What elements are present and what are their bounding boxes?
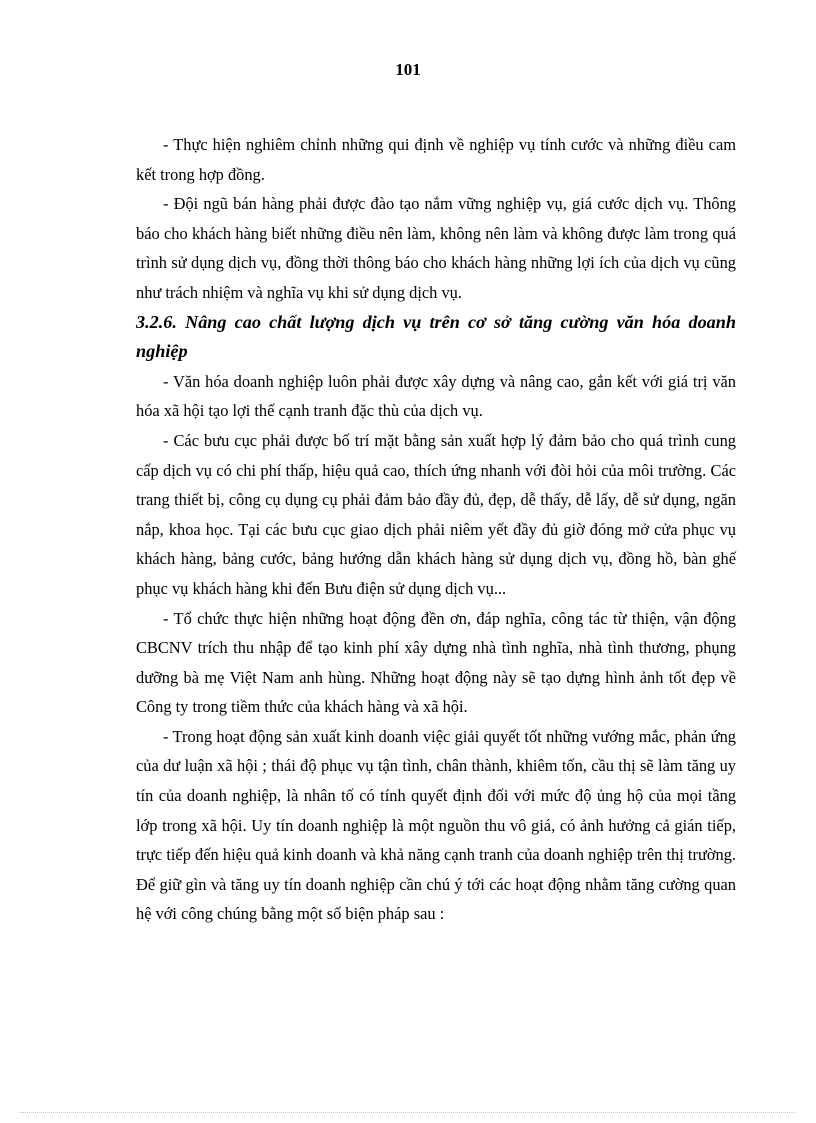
paragraph-corporate-culture: - Văn hóa doanh nghiệp luôn phải được xây dựng và nâng cao, gắn kết với giá trị văn hóa xã hội tạo lợi thế cạnh tranh đặc thù của dịch vụ.	[136, 371, 736, 421]
paragraph-sales-staff: - Đội ngũ bán hàng phải được đào tạo nắm vững nghiệp vụ, giá cước dịch vụ. Thông báo cho khách hàng biết những điều nên làm, không nên làm và không được làm trong quá trình sử dụng dịch vụ, đồng thời thông báo cho khách hàng những lợi ích của dịch vụ cũng như trách nhiệm và nghĩa vụ khi sử dụng dịch vụ.	[136, 194, 736, 302]
bottom-divider	[20, 1112, 796, 1113]
page-body	[136, 130, 736, 929]
paragraph-billing-rules: - Thực hiện nghiêm chỉnh những qui định về nghiệp vụ tính cước và những điều cam kết trong hợp đồng.	[136, 135, 736, 184]
page-number: 101	[395, 60, 421, 79]
section-heading: 3.2.6. Nâng cao chất lượng dịch vụ trên cơ sở tăng cường văn hóa doanh nghiệp	[136, 311, 736, 362]
paragraph-reputation: - Trong hoạt động sản xuất kinh doanh việc giải quyết tốt những vướng mắc, phản ứng của dư luận xã hội ; thái độ phục vụ tận tình, chân thành, khiêm tốn, cầu thị sẽ làm tăng uy tín của doanh nghiệp, là nhân tố có tính quyết định đối với mức độ ủng hộ của mọi tầng lớp trong xã hội. Uy tín doanh nghiệp là một nguồn thu vô giá, có ảnh hưởng cả gián tiếp, trực tiếp đến hiệu quả kinh doanh và khả năng cạnh tranh của doanh nghiệp trên thị trường. Để giữ gìn và tăng uy tín doanh nghiệp cần chú ý tới các hoạt động nhằm tăng cường quan hệ với công chúng bằng một số biện pháp sau :	[136, 726, 736, 924]
paragraph-post-offices: - Các bưu cục phải được bố trí mặt bằng sản xuất hợp lý đảm bảo cho quá trình cung cấp dịch vụ có chi phí thấp, hiệu quả cao, thích ứng nhanh với đòi hỏi của môi trường. Các trang thiết bị, công cụ dụng cụ phải đảm bảo đầy đủ, đẹp, dễ thấy, dễ lấy, dễ sử dụng, ngăn nắp, khoa học. Tại các bưu cục giao dịch phải niêm yết đầy đủ giờ đóng mở cửa phục vụ khách hàng, bảng cước, bảng hướng dẫn khách hàng sử dụng dịch vụ, đồng hồ, bàn ghế phục vụ khách hàng khi đến Bưu điện sử dụng dịch vụ...	[136, 430, 736, 598]
paragraph-charity: - Tổ chức thực hiện những hoạt động đền ơn, đáp nghĩa, công tác từ thiện, vận động CBCNV trích thu nhập để tạo kinh phí xây dựng nhà tình nghĩa, nhà tình thương, phụng dưỡng bà mẹ Việt Nam anh hùng. Những hoạt động này sẽ tạo dựng hình ảnh tốt đẹp về Công ty trong tiềm thức của khách hàng và xã hội.	[136, 608, 736, 717]
